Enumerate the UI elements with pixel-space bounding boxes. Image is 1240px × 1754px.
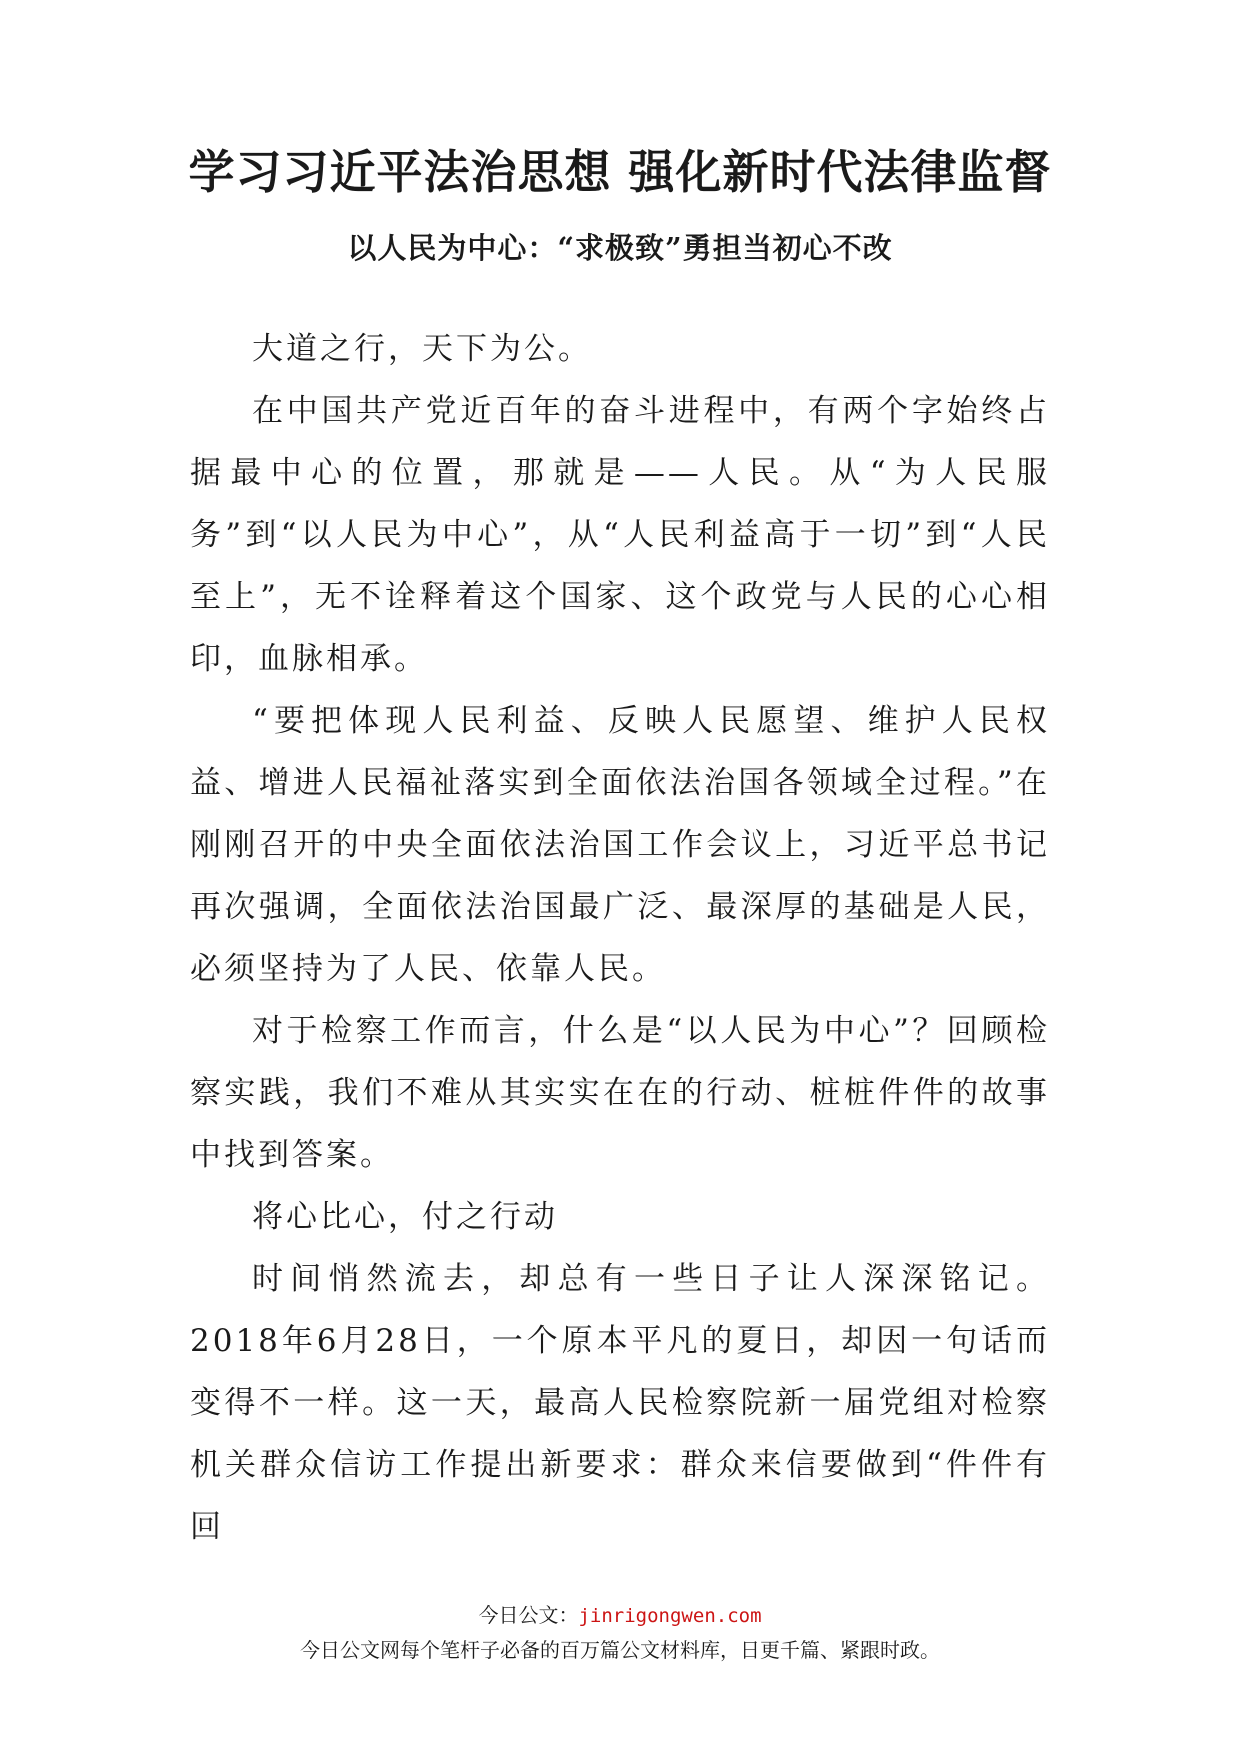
section-heading: 将心比心，付之行动	[252, 1199, 558, 1235]
document-subtitle: 以人民为中心：“求极致”勇担当初心不改	[347, 231, 893, 265]
document-body	[190, 318, 1050, 1558]
footer-brand-prefix: 今日公文：	[478, 1603, 579, 1627]
footer-brand-line	[0, 1600, 1240, 1631]
document-title: 学习习近平法治思想 强化新时代法律监督	[188, 145, 1052, 199]
paragraph: “要把体现人民利益、反映人民愿望、维护人民权益、增进人民福祉落实到全面依法治国各领域全过程。”在刚刚召开的中央全面依法治国工作会议上，习近平总书记再次强调，全面依法治国最广泛、最深厚的基础是人民，必须坚持为了人民、依靠人民。	[190, 703, 1050, 987]
paragraph: 对于检察工作而言，什么是“以人民为中心”？回顾检察实践，我们不难从其实实在在的行动、桩桩件件的故事中找到答案。	[190, 1013, 1050, 1173]
paragraph: 大道之行，天下为公。	[252, 331, 592, 367]
page-footer	[0, 1600, 1240, 1665]
paragraph: 时间悄然流去，却总有一些日子让人深深铭记。2018年6月28日，一个原本平凡的夏日，却因一句话而变得不一样。这一天，最高人民检察院新一届党组对检察机关群众信访工作提出新要求：群众来信要做到“件件有回	[190, 1261, 1050, 1545]
footer-site-link[interactable]: jinrigongwen.com	[578, 1605, 762, 1627]
paragraph: 在中国共产党近百年的奋斗进程中，有两个字始终占据最中心的位置，那就是——人民。从“为人民服务”到“以人民为中心”，从“人民利益高于一切”到“人民至上”，无不诠释着这个国家、这个政党与人民的心心相印，血脉相承。	[190, 393, 1050, 677]
footer-tagline: 今日公文网每个笔杆子必备的百万篇公文材料库，日更千篇、紧跟时政。	[300, 1638, 940, 1662]
